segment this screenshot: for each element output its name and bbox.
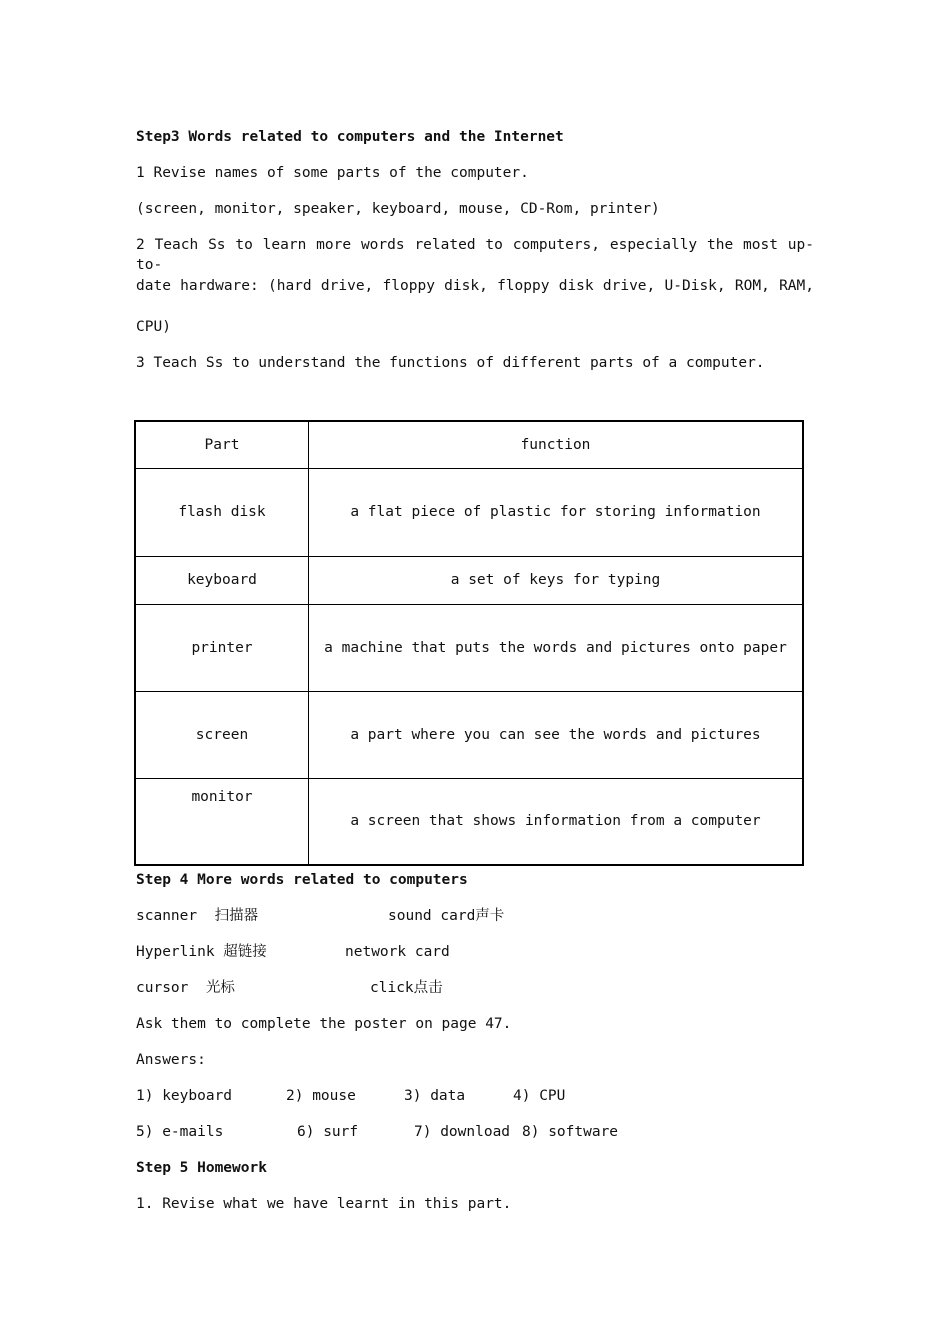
answer-item: 3) data	[404, 1088, 466, 1104]
table-row	[135, 778, 803, 865]
answer-item: 8) software	[522, 1124, 619, 1140]
step3-item-2-line-2: date hardware: (hard drive, floppy disk, floppy disk drive, U-Disk, ROM, RAM,	[136, 278, 814, 294]
row-part: monitor	[135, 778, 309, 865]
step3-item-1-list: (screen, monitor, speaker, keyboard, mouse, CD-Rom, printer)	[136, 201, 660, 217]
row-part: keyboard	[135, 556, 309, 604]
table-row	[135, 691, 803, 778]
step5-heading: Step 5 Homework	[136, 1160, 267, 1176]
header-function: function	[309, 421, 804, 468]
step3-item-3: 3 Teach Ss to understand the functions of different parts of a computer.	[136, 355, 765, 371]
row-function: a set of keys for typing	[309, 556, 804, 604]
vocab-right: sound card声卡	[388, 908, 505, 924]
answer-item: 7) download	[414, 1124, 511, 1140]
vocab-left: scanner 扫描器	[136, 908, 259, 924]
step4-instruction: Ask them to complete the poster on page 47.	[136, 1016, 512, 1032]
row-part: screen	[135, 691, 309, 778]
step3-item-2-line-3: CPU)	[136, 319, 171, 335]
row-part: printer	[135, 604, 309, 691]
row-function: a flat piece of plastic for storing information	[309, 468, 804, 556]
answer-item: 6) surf	[297, 1124, 359, 1140]
answer-item: 5) e-mails	[136, 1124, 224, 1140]
table-row	[135, 604, 803, 691]
row-function: a screen that shows information from a computer	[309, 778, 804, 865]
step3-item-1: 1 Revise names of some parts of the computer.	[136, 165, 529, 181]
row-part: flash disk	[135, 468, 309, 556]
vocab-left: Hyperlink 超链接	[136, 944, 267, 960]
answer-item: 4) CPU	[513, 1088, 566, 1104]
vocab-right: network card	[345, 944, 450, 960]
answer-item: 2) mouse	[286, 1088, 356, 1104]
table-row	[135, 468, 803, 556]
vocab-left: cursor 光标	[136, 980, 235, 996]
step3-heading: Step3 Words related to computers and the Internet	[136, 129, 564, 145]
step4-heading: Step 4 More words related to computers	[136, 872, 468, 888]
step3-item-2-line-1: 2 Teach Ss to learn more words related to computers, especially the most up-to-	[136, 237, 814, 273]
row-function: a part where you can see the words and pictures	[309, 691, 804, 778]
header-part: Part	[135, 421, 309, 468]
table-row	[135, 556, 803, 604]
answer-item: 1) keyboard	[136, 1088, 233, 1104]
answers-label: Answers:	[136, 1052, 206, 1068]
parts-table	[134, 420, 804, 866]
table-header-row	[135, 421, 803, 468]
vocab-right: click点击	[370, 980, 443, 996]
step5-item-1: 1. Revise what we have learnt in this part.	[136, 1196, 512, 1212]
row-function: a machine that puts the words and pictures onto paper	[309, 604, 804, 691]
